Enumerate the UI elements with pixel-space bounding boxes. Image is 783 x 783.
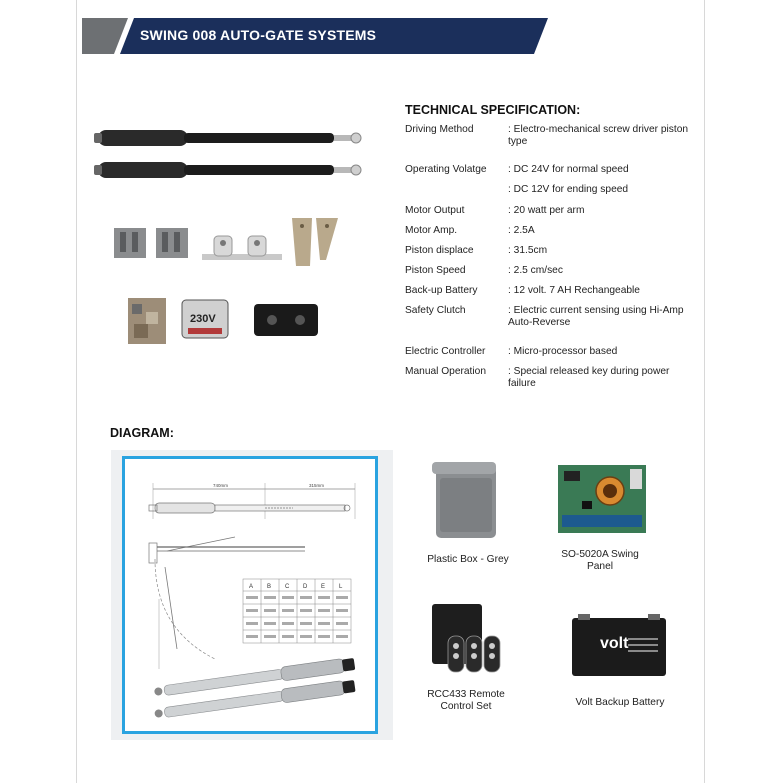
- page-title: SWING 008 AUTO-GATE SYSTEMS: [140, 27, 377, 43]
- product-caption-battery: Volt Backup Battery: [575, 697, 665, 708]
- backup-battery-photo: [570, 614, 668, 678]
- table-header: A: [249, 584, 254, 590]
- spec-label: Manual Operation: [405, 366, 486, 377]
- remote-control-set-photo: [428, 602, 508, 680]
- battery-brand-logo: volt: [600, 635, 629, 652]
- spec-value: : 31.5cm: [508, 245, 548, 256]
- installation-diagram-drawing: [125, 459, 375, 731]
- page-edge-left: [76, 0, 77, 783]
- spec-label: Electric Controller: [405, 346, 486, 357]
- spec-value: : 20 watt per arm: [508, 205, 585, 216]
- table-header: D: [303, 584, 308, 590]
- product-caption-remote-set: RCC433 Remote Control Set: [427, 689, 505, 712]
- spec-label: Driving Method: [405, 124, 474, 135]
- spec-value: : Electric current sensing using Hi-Amp Auto-Reverse: [508, 305, 684, 328]
- table-header: C: [285, 584, 290, 590]
- swing-panel-photo: [556, 463, 648, 535]
- spec-label: Piston displace: [405, 245, 474, 256]
- spec-label: Motor Output: [405, 205, 465, 216]
- table-header: B: [267, 584, 272, 590]
- product-caption-swing-panel: SO-5020A Swing Panel: [561, 549, 639, 572]
- spec-value: : 2.5A: [508, 225, 535, 236]
- spec-label: Back-up Battery: [405, 285, 478, 296]
- table-header: E: [321, 584, 326, 590]
- dimension-315mm: 315mm: [309, 483, 325, 488]
- spec-label: Piston Speed: [405, 265, 466, 276]
- hardware-kit-photo: [126, 294, 336, 348]
- spec-value: : Micro-processor based: [508, 346, 618, 357]
- spec-value: : Special released key during power failure: [508, 366, 670, 389]
- plastic-box-photo: [430, 458, 502, 542]
- spec-title: TECHNICAL SPECIFICATION:: [405, 103, 581, 117]
- actuator-arms-photo: [94, 125, 370, 187]
- transformer-label: 230V: [190, 313, 216, 325]
- table-header: L: [339, 584, 343, 590]
- spec-label: Operating Volatge: [405, 164, 487, 175]
- spec-label: Motor Amp.: [405, 225, 458, 236]
- spec-value: : Electro-mechanical screw driver piston type: [508, 124, 689, 147]
- spec-label: Safety Clutch: [405, 305, 466, 316]
- dimension-740mm: 740mm: [213, 483, 229, 488]
- mounting-brackets-photo: [112, 216, 344, 268]
- spec-value: : 12 volt. 7 AH Rechangeable: [508, 285, 640, 296]
- spec-value: : DC 24V for normal speed: [508, 164, 629, 175]
- page-edge-right: [704, 0, 705, 783]
- product-caption-plastic-box: Plastic Box - Grey: [427, 554, 509, 565]
- spec-value: : DC 12V for ending speed: [508, 184, 629, 195]
- spec-value: : 2.5 cm/sec: [508, 265, 563, 276]
- diagram-title: DIAGRAM:: [110, 426, 174, 440]
